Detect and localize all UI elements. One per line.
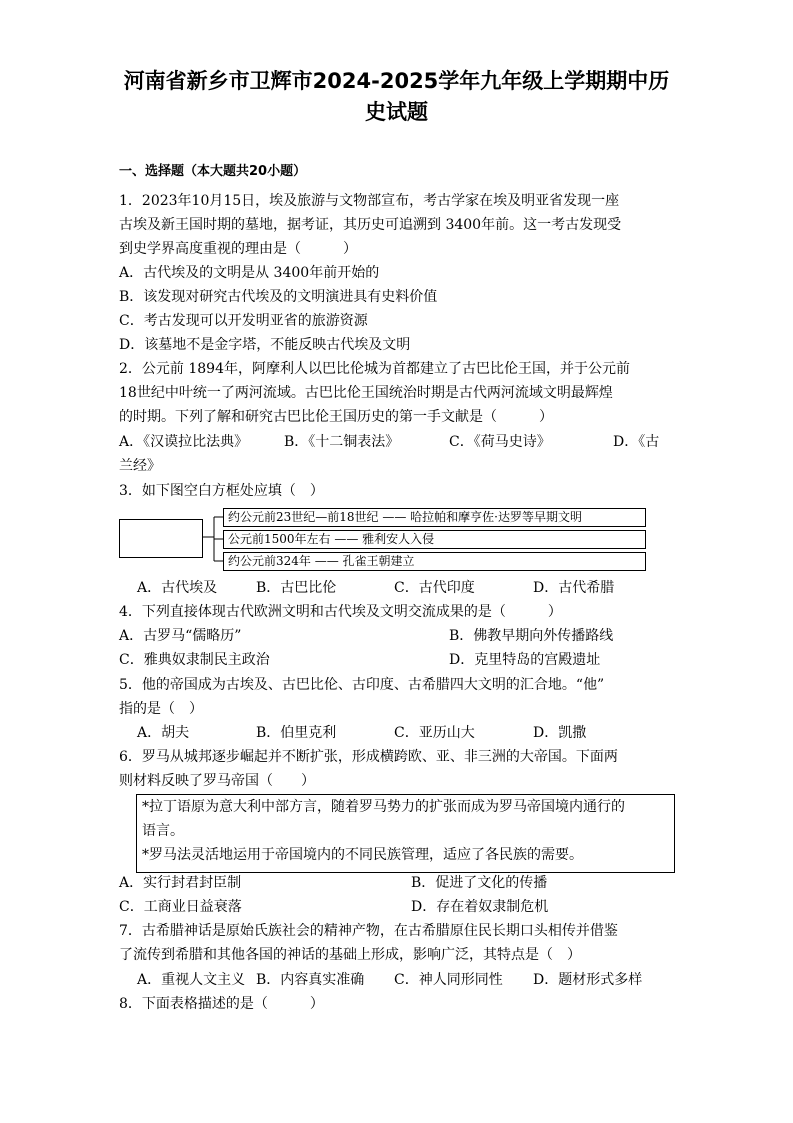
q1-option-b: B．该发现对研究古代埃及的文明演进具有史料价值: [119, 289, 438, 305]
q4-option-a: A．古罗马“儒略历”: [119, 628, 242, 644]
q4-option-c: C．雅典奴隶制民主政治: [119, 652, 270, 668]
q1-option-c: C．考古发现可以开发明亚省的旅游资源: [119, 313, 368, 329]
section-heading: 一、选择题（本大题共20小题）: [119, 164, 307, 179]
q7-option-d: D．题材形式多样: [533, 972, 643, 988]
q7-stem-line-2: 了流传到希腊和其他各国的神话的基础上形成，影响广泛，其特点是（ ）: [119, 947, 581, 963]
q5-option-c: C．亚历山大: [394, 725, 475, 741]
q7-option-c: C．神人同形同性: [394, 972, 503, 988]
q5-stem-line-1: 5．他的帝国成为古埃及、古巴比伦、古印度、古希腊四大文明的汇合地。“他”: [119, 677, 605, 693]
q6-stem-line-1: 6．罗马从城邦逐步崛起并不断扩张，形成横跨欧、亚、非三洲的大帝国。下面两: [119, 749, 618, 765]
q7-stem-line-1: 7．古希腊神话是原始氏族社会的精神产物，在古希腊原住民长期口头相传并借鉴: [119, 923, 618, 939]
q2-option-d-continued: 兰经》: [119, 458, 161, 474]
q7-option-b: B．内容真实准确: [256, 972, 365, 988]
q2-option-c: C．《荷马史诗》: [449, 434, 551, 450]
timeline-row-2: 公元前1500年左右 —— 雅利安人入侵: [228, 532, 435, 546]
q4-option-d: D．克里特岛的宫殿遗址: [449, 652, 601, 668]
q2-stem-line-2: 18世纪中叶统一了两河流域。古巴比伦王国统治时期是古代两河流域文明最辉煌: [119, 385, 613, 401]
title-line-1: 河南省新乡市卫辉市2024-2025学年九年级上学期期中历: [123, 69, 670, 93]
timeline-row-3: 约公元前324年 —— 孔雀王朝建立: [228, 554, 415, 568]
q6-option-a: A．实行封君封臣制: [119, 875, 242, 891]
q6-option-c: C．工商业日益衰落: [119, 899, 242, 915]
q6-option-d: D．存在着奴隶制危机: [411, 899, 549, 915]
q2-option-b: B．《十二铜表法》: [284, 434, 400, 450]
q6-stem-line-2: 则材料反映了罗马帝国（ ）: [119, 773, 315, 789]
q2-option-d: D．《古: [613, 434, 660, 450]
q4-option-b: B．佛教早期向外传播路线: [449, 628, 614, 644]
q2-stem-line-1: 2．公元前 1894年，阿摩利人以巴比伦城为首都建立了古巴比伦王国，并于公元前: [119, 361, 630, 377]
q1-option-d: D．该墓地不是金字塔，不能反映古代埃及文明: [119, 337, 411, 353]
q6-option-b: B．促进了文化的传播: [411, 875, 548, 891]
q6-material-line-3: *罗马法灵活地运用于帝国境内的不同民族管理，适应了各民族的需要。: [142, 847, 583, 863]
q3-option-a: A．古代埃及: [137, 580, 218, 596]
q5-option-b: B．伯里克利: [256, 725, 337, 741]
q5-stem-line-2: 指的是（ ）: [119, 701, 203, 717]
q4-stem: 4．下列直接体现古代欧洲文明和古代埃及文明交流成果的是（ ）: [119, 604, 562, 620]
q1-stem-line-3: 到史学界高度重视的理由是（ ）: [119, 241, 357, 257]
q2-stem-line-3: 的时期。下列了解和研究古巴比伦王国历史的第一手文献是（ ）: [119, 409, 553, 425]
timeline-row-1: 约公元前23世纪—前18世纪 —— 哈拉帕和摩亨佐·达罗等早期文明: [228, 510, 582, 524]
q5-option-d: D．凯撒: [533, 725, 587, 741]
q3-option-b: B．古巴比伦: [256, 580, 337, 596]
q2-option-a: A．《汉谟拉比法典》: [119, 434, 249, 450]
q6-material-line-1: *拉丁语原为意大利中部方言，随着罗马势力的扩张而成为罗马帝国境内通行的: [142, 799, 625, 815]
q6-material-line-2: 语言。: [142, 823, 184, 839]
q5-option-a: A．胡夫: [137, 725, 190, 741]
q1-option-a: A．古代埃及的文明是从 3400年前开始的: [119, 265, 380, 281]
q3-option-d: D．古代希腊: [533, 580, 615, 596]
title-line-2: 史试题: [365, 100, 428, 124]
q7-option-a: A．重视人文主义: [137, 972, 246, 988]
q8-stem: 8．下面表格描述的是（ ）: [119, 996, 324, 1012]
page-title: [100, 66, 693, 128]
blank-answer-box: [119, 519, 203, 558]
q1-stem-line-2: 古埃及新王国时期的墓地，据考证，其历史可追溯到 3400年前。这一考古发现受: [119, 217, 622, 233]
q3-stem: 3．如下图空白方框处应填（ ）: [119, 483, 324, 499]
q1-stem-line-1: 1．2023年10月15日，埃及旅游与文物部宣布，考古学家在埃及明亚省发现一座: [119, 193, 620, 209]
q3-option-c: C．古代印度: [394, 580, 475, 596]
